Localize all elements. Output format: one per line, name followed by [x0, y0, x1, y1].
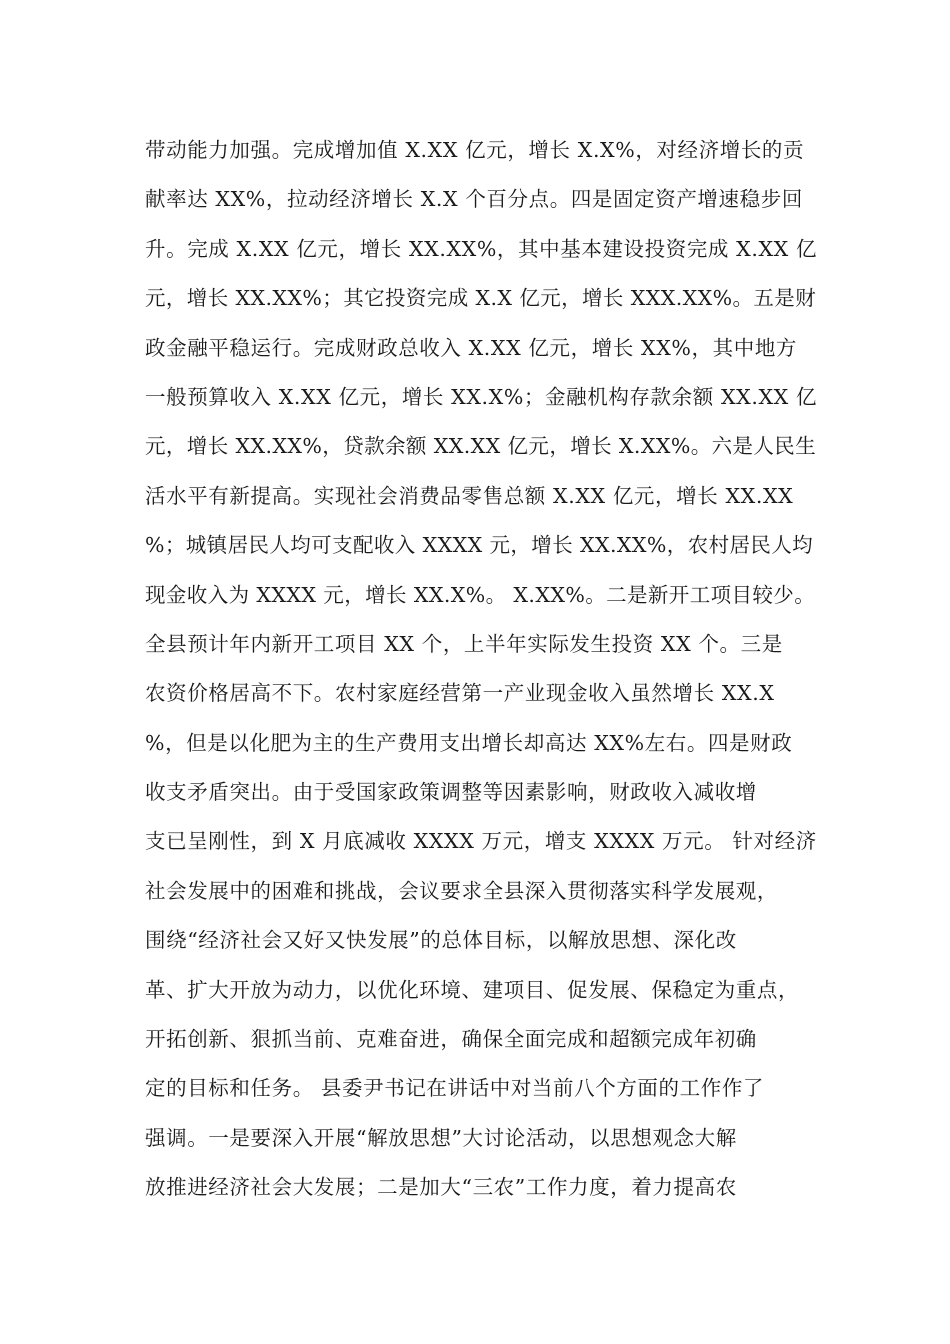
text-line: 放推进经济社会大发展；二是加大“三农”工作力度，着力提高农: [145, 1175, 737, 1200]
text-line: 强调。一是要深入开展“解放思想”大讨论活动，以思想观念大解: [145, 1125, 737, 1150]
text-line: 献率达 XX%，拉动经济增长 X.X 个百分点。四是固定资产增速稳步回: [145, 187, 803, 212]
text-line: 现金收入为 XXXX 元，增长 XX.X%。 X.XX%。二是新开工项目较少。: [145, 582, 816, 607]
text-line: 政金融平稳运行。完成财政总收入 X.XX 亿元，增长 XX%，其中地方: [145, 335, 798, 360]
text-line: 支已呈刚性，到 X 月底减收 XXXX 万元，增支 XXXX 万元。 针对经济: [145, 829, 817, 854]
text-line: 社会发展中的困难和挑战，会议要求全县深入贯彻落实科学发展观，: [145, 878, 778, 903]
text-line: 一般预算收入 X.XX 亿元，增长 XX.X%；金融机构存款余额 XX.XX 亿: [145, 384, 818, 409]
text-line: %；城镇居民人均可支配收入 XXXX 元，增长 XX.XX%，农村居民人均: [145, 533, 814, 558]
text-line: 全县预计年内新开工项目 XX 个，上半年实际发生投资 XX 个。三是: [145, 631, 783, 656]
text-line: 围绕“经济社会又好又快发展”的总体目标，以解放思想、深化改: [145, 928, 737, 953]
text-line: 元，增长 XX.XX%，贷款余额 XX.XX 亿元，增长 X.XX%。六是人民生: [145, 434, 817, 459]
text-line: 定的目标和任务。 县委尹书记在讲话中对当前八个方面的工作作了: [145, 1076, 765, 1101]
text-line: 农资价格居高不下。农村家庭经营第一产业现金收入虽然增长 XX.X: [145, 681, 775, 706]
text-line: 收支矛盾突出。由于受国家政策调整等因素影响，财政收入减收增: [145, 780, 757, 805]
body-text: [145, 126, 818, 1213]
text-line: 带动能力加强。完成增加值 X.XX 亿元，增长 X.X%，对经济增长的贡: [145, 138, 805, 162]
text-line: 开拓创新、狠抓当前、克难奋进，确保全面完成和超额完成年初确: [145, 1027, 757, 1052]
text-line: 元，增长 XX.XX%；其它投资完成 X.X 亿元，增长 XXX.XX%。五是财: [145, 286, 817, 311]
text-line: 升。完成 X.XX 亿元，增长 XX.XX%，其中基本建设投资完成 X.XX 亿: [145, 236, 818, 261]
text-line: %，但是以化肥为主的生产费用支出增长却高达 XX%左右。四是财政: [145, 730, 793, 755]
text-line: 革、扩大开放为动力，以优化环境、建项目、促发展、保稳定为重点，: [145, 977, 800, 1002]
text-line: 活水平有新提高。实现社会消费品零售总额 X.XX 亿元，增长 XX.XX: [145, 483, 794, 508]
